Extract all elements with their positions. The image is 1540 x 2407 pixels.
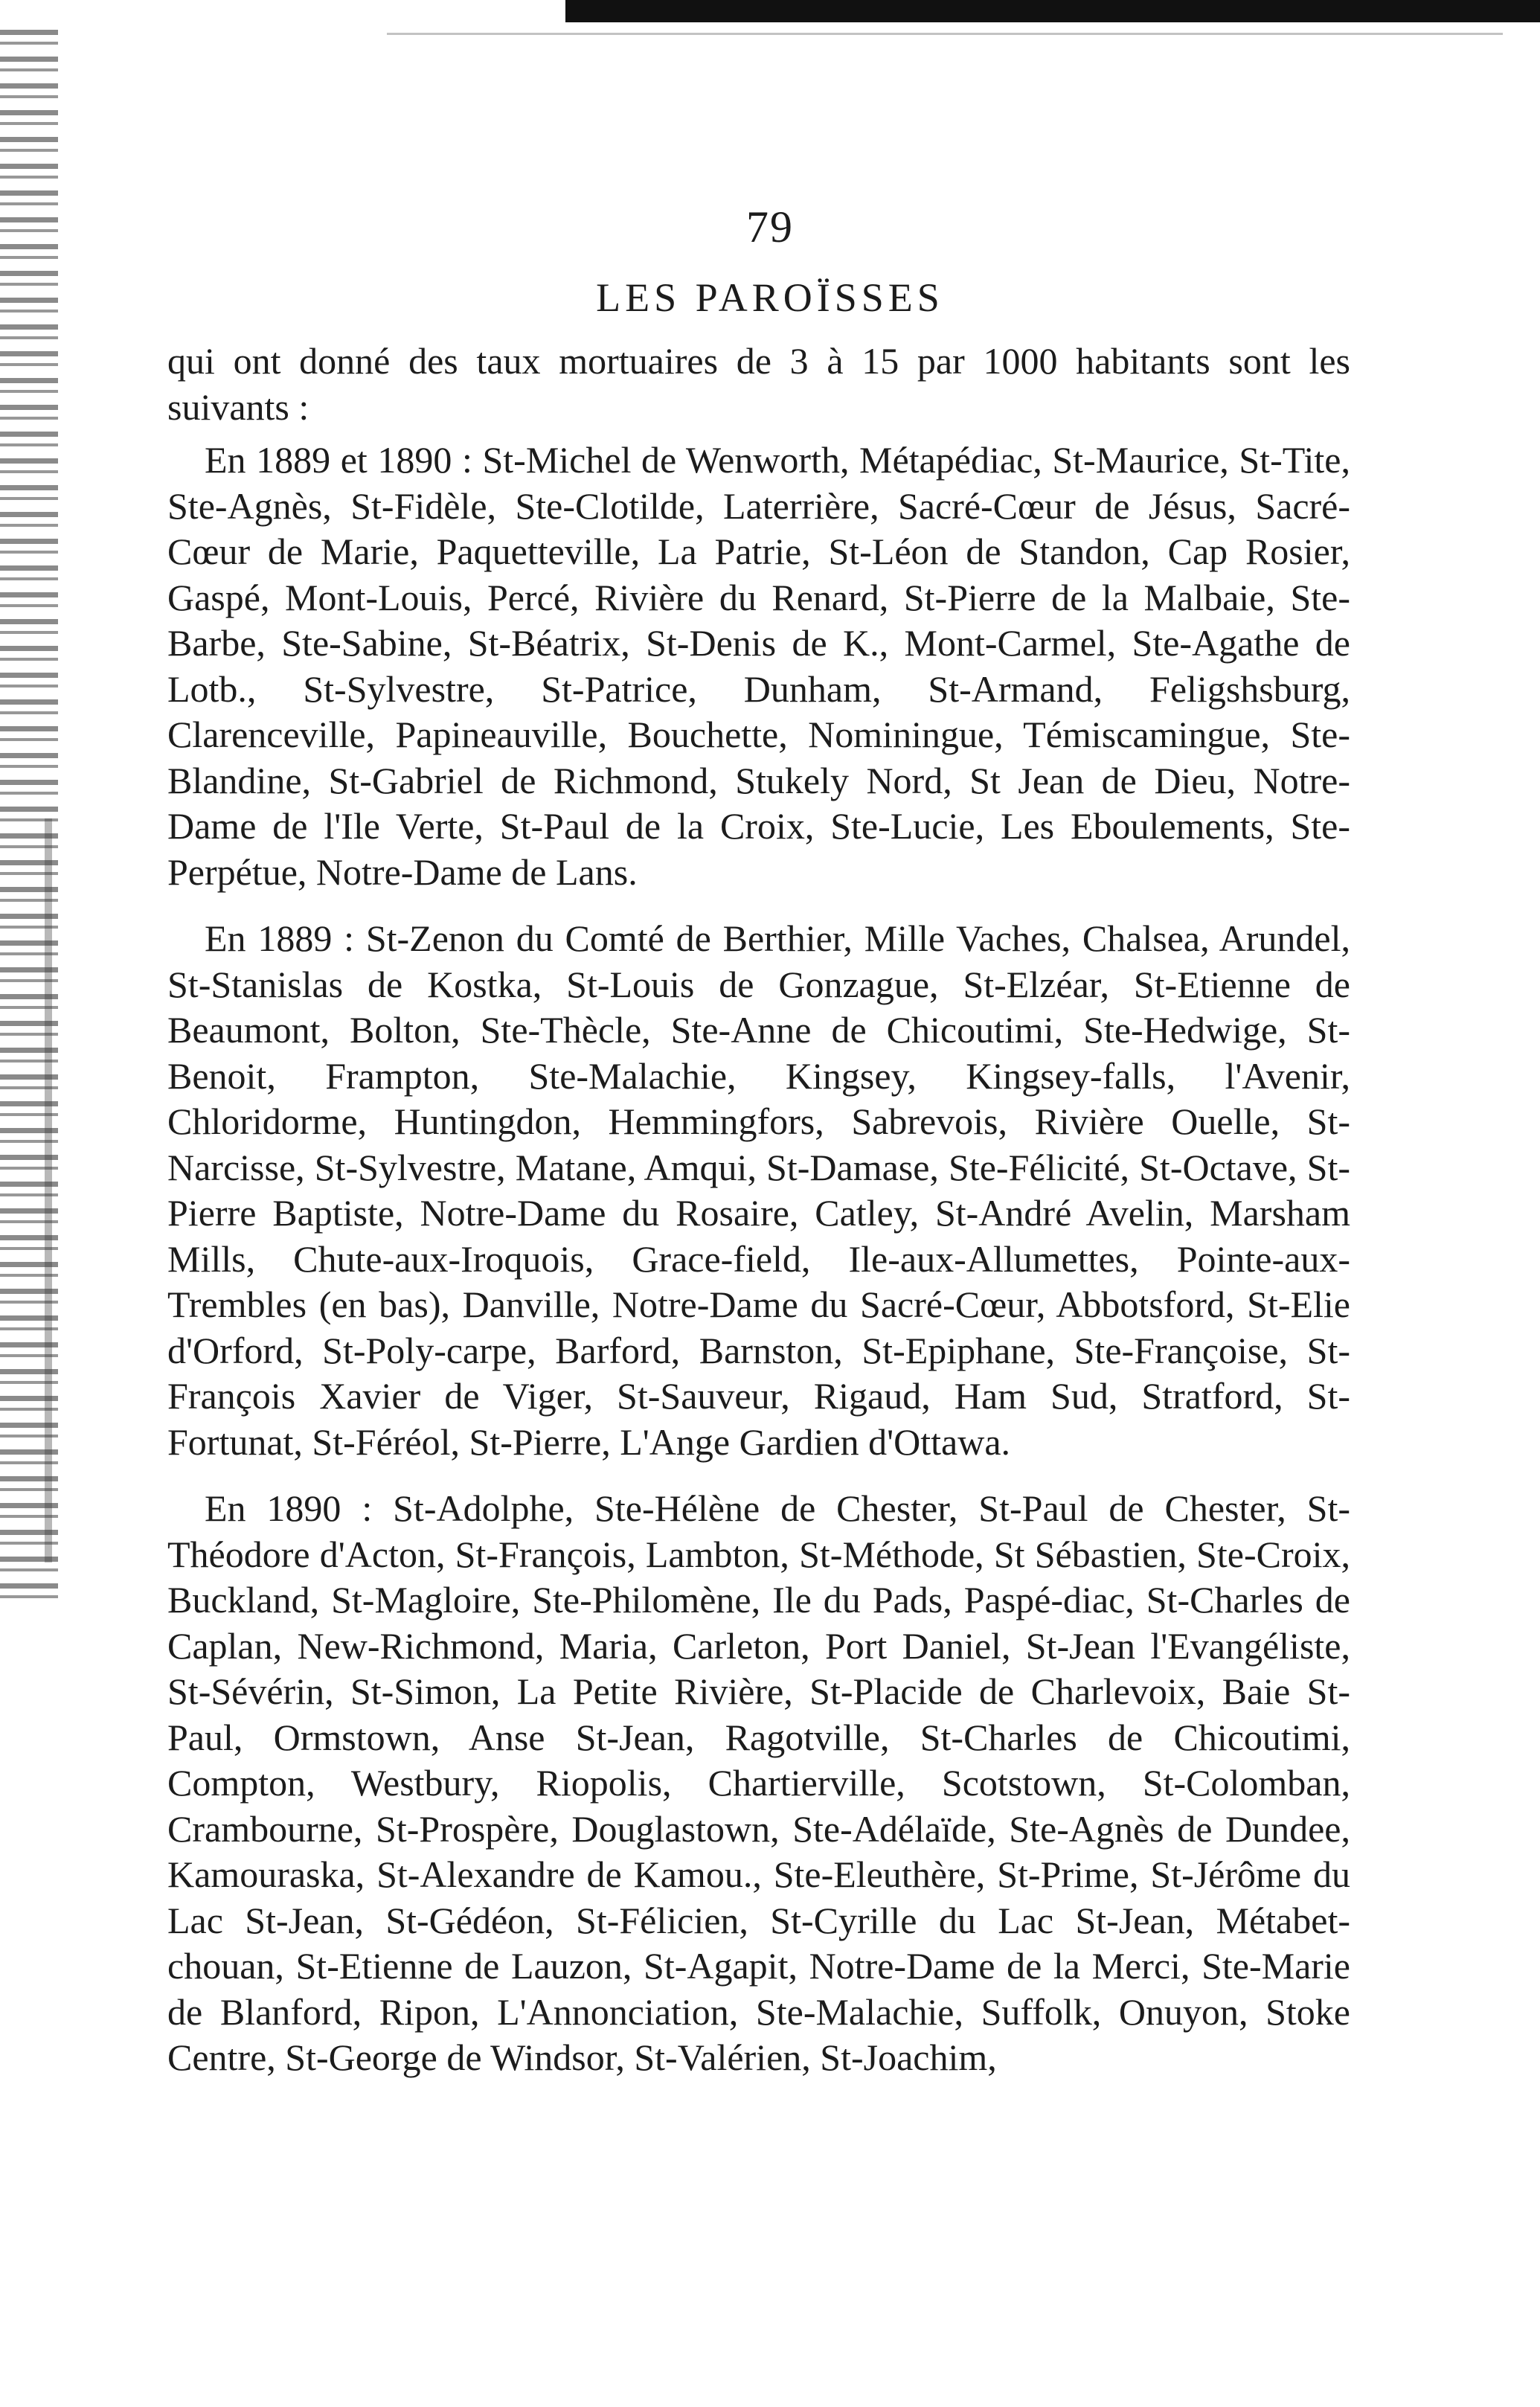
page-heading: LES PAROÏSSES xyxy=(596,275,944,320)
paragraph-1889 xyxy=(167,916,1350,1465)
paragraph-label: En 1889 : xyxy=(205,917,366,959)
top-scan-line xyxy=(387,33,1503,35)
paragraph-label: En 1890 : xyxy=(205,1487,394,1529)
intro-paragraph: qui ont donné des taux mortuaires de 3 à 15 par 1000 habitants sont les suivants : xyxy=(167,340,1350,428)
paragraph-text: St-Zenon du Comté de Berthier, Mille Vaches, Chalsea, Arundel, St-Stanislas de Kostka, St-Louis de Gonzague, St-Elzéar, St-Etienne de Beaumont, Bolton, Ste-Thècle, Ste-Anne de Chicoutimi, Ste-Hedwige, St-Benoit, Frampton, Ste-Malachie, Kingsey, Kingsey-falls, l'Avenir, Chloridorme, Huntingdon, Hemmingfors, Sabrevois, Rivière Ouelle, St-Narcisse, St-Sylvestre, Matane, Amqui, St-Damase, Ste-Félicité, St-Octave, St-Pierre Baptiste, Notre-Dame du Rosaire, Catley, St-André Avelin, Marsham Mills, Chute-aux-Iroquois, Grace-field, Ile-aux-Allumettes, Pointe-aux-Trembles (en bas), Danville, Notre-Dame du Sacré-Cœur, Abbotsford, St-Elie d'Orford, St-Poly-carpe, Barford, Barnston, St-Epiphane, Ste-Françoise, St-François Xavier de Viger, St-Sauveur, Rigaud, Ham Sud, Stratford, St-Fortunat, St-Féréol, St-Pierre, L'Ange Gardien d'Ottawa. xyxy=(167,917,1350,1463)
binding-shadow xyxy=(45,818,52,1563)
paragraph-1889-1890 xyxy=(167,438,1350,895)
top-scan-rule xyxy=(565,0,1540,22)
paragraph-1890 xyxy=(167,1486,1350,2081)
paragraph-text: St-Adolphe, Ste-Hélène de Chester, St-Paul de Chester, St-Théodore d'Acton, St-François, Lambton, St-Méthode, St Sébastien, Ste-Croix, Buckland, St-Magloire, Ste-Philomène, Ile du Pads, Paspé-diac, St-Charles de Caplan, New-Richmond, Maria, Carleton, Port Daniel, St-Jean l'Evangéliste, St-Sévérin, St-Simon, La Petite Rivière, St-Placide de Charlevoix, Baie St-Paul, Ormstown, Anse St-Jean, Ragotville, St-Charles de Chicoutimi, Compton, Westbury, Riopolis, Chartierville, Scotstown, St-Colomban, Crambourne, St-Prospère, Douglastown, Ste-Adélaïde, Ste-Agnès de Dundee, Kamouraska, St-Alexandre de Kamou., Ste-Eleuthère, St-Prime, St-Jérôme du Lac St-Jean, St-Gédéon, St-Félicien, St-Cyrille du Lac St-Jean, Métabet-chouan, St-Etienne de Lauzon, St-Agapit, Notre-Dame de la Merci, Ste-Marie de Blanford, Ripon, L'Annonciation, Ste-Malachie, Suffolk, Onuyon, Stoke Centre, St-George de Windsor, St-Valérien, St-Joachim, xyxy=(167,1487,1350,2078)
body-text xyxy=(167,339,1350,2081)
paragraph-text: St-Michel de Wenworth, Métapédiac, St-Maurice, St-Tite, Ste-Agnès, St-Fidèle, Ste-Clotilde, Laterrière, Sacré-Cœur de Jésus, Sacré-Cœur de Marie, Paquetteville, La Patrie, St-Léon de Standon, Cap Rosier, Gaspé, Mont-Louis, Percé, Rivière du Renard, St-Pierre de la Malbaie, Ste-Barbe, Ste-Sabine, St-Béatrix, St-Denis de K., Mont-Carmel, Ste-Agathe de Lotb., St-Sylvestre, St-Patrice, Dunham, St-Armand, Feligshsburg, Clarenceville, Papineauville, Bouchette, Nominingue, Témiscamingue, Ste-Blandine, St-Gabriel de Richmond, Stukely Nord, St Jean de Dieu, Notre-Dame de l'Ile Verte, St-Paul de la Croix, Ste-Lucie, Les Eboulements, Ste-Perpétue, Notre-Dame de Lans. xyxy=(167,439,1350,893)
paragraph-label: En 1889 et 1890 : xyxy=(205,439,483,481)
page-number: 79 xyxy=(746,202,794,251)
